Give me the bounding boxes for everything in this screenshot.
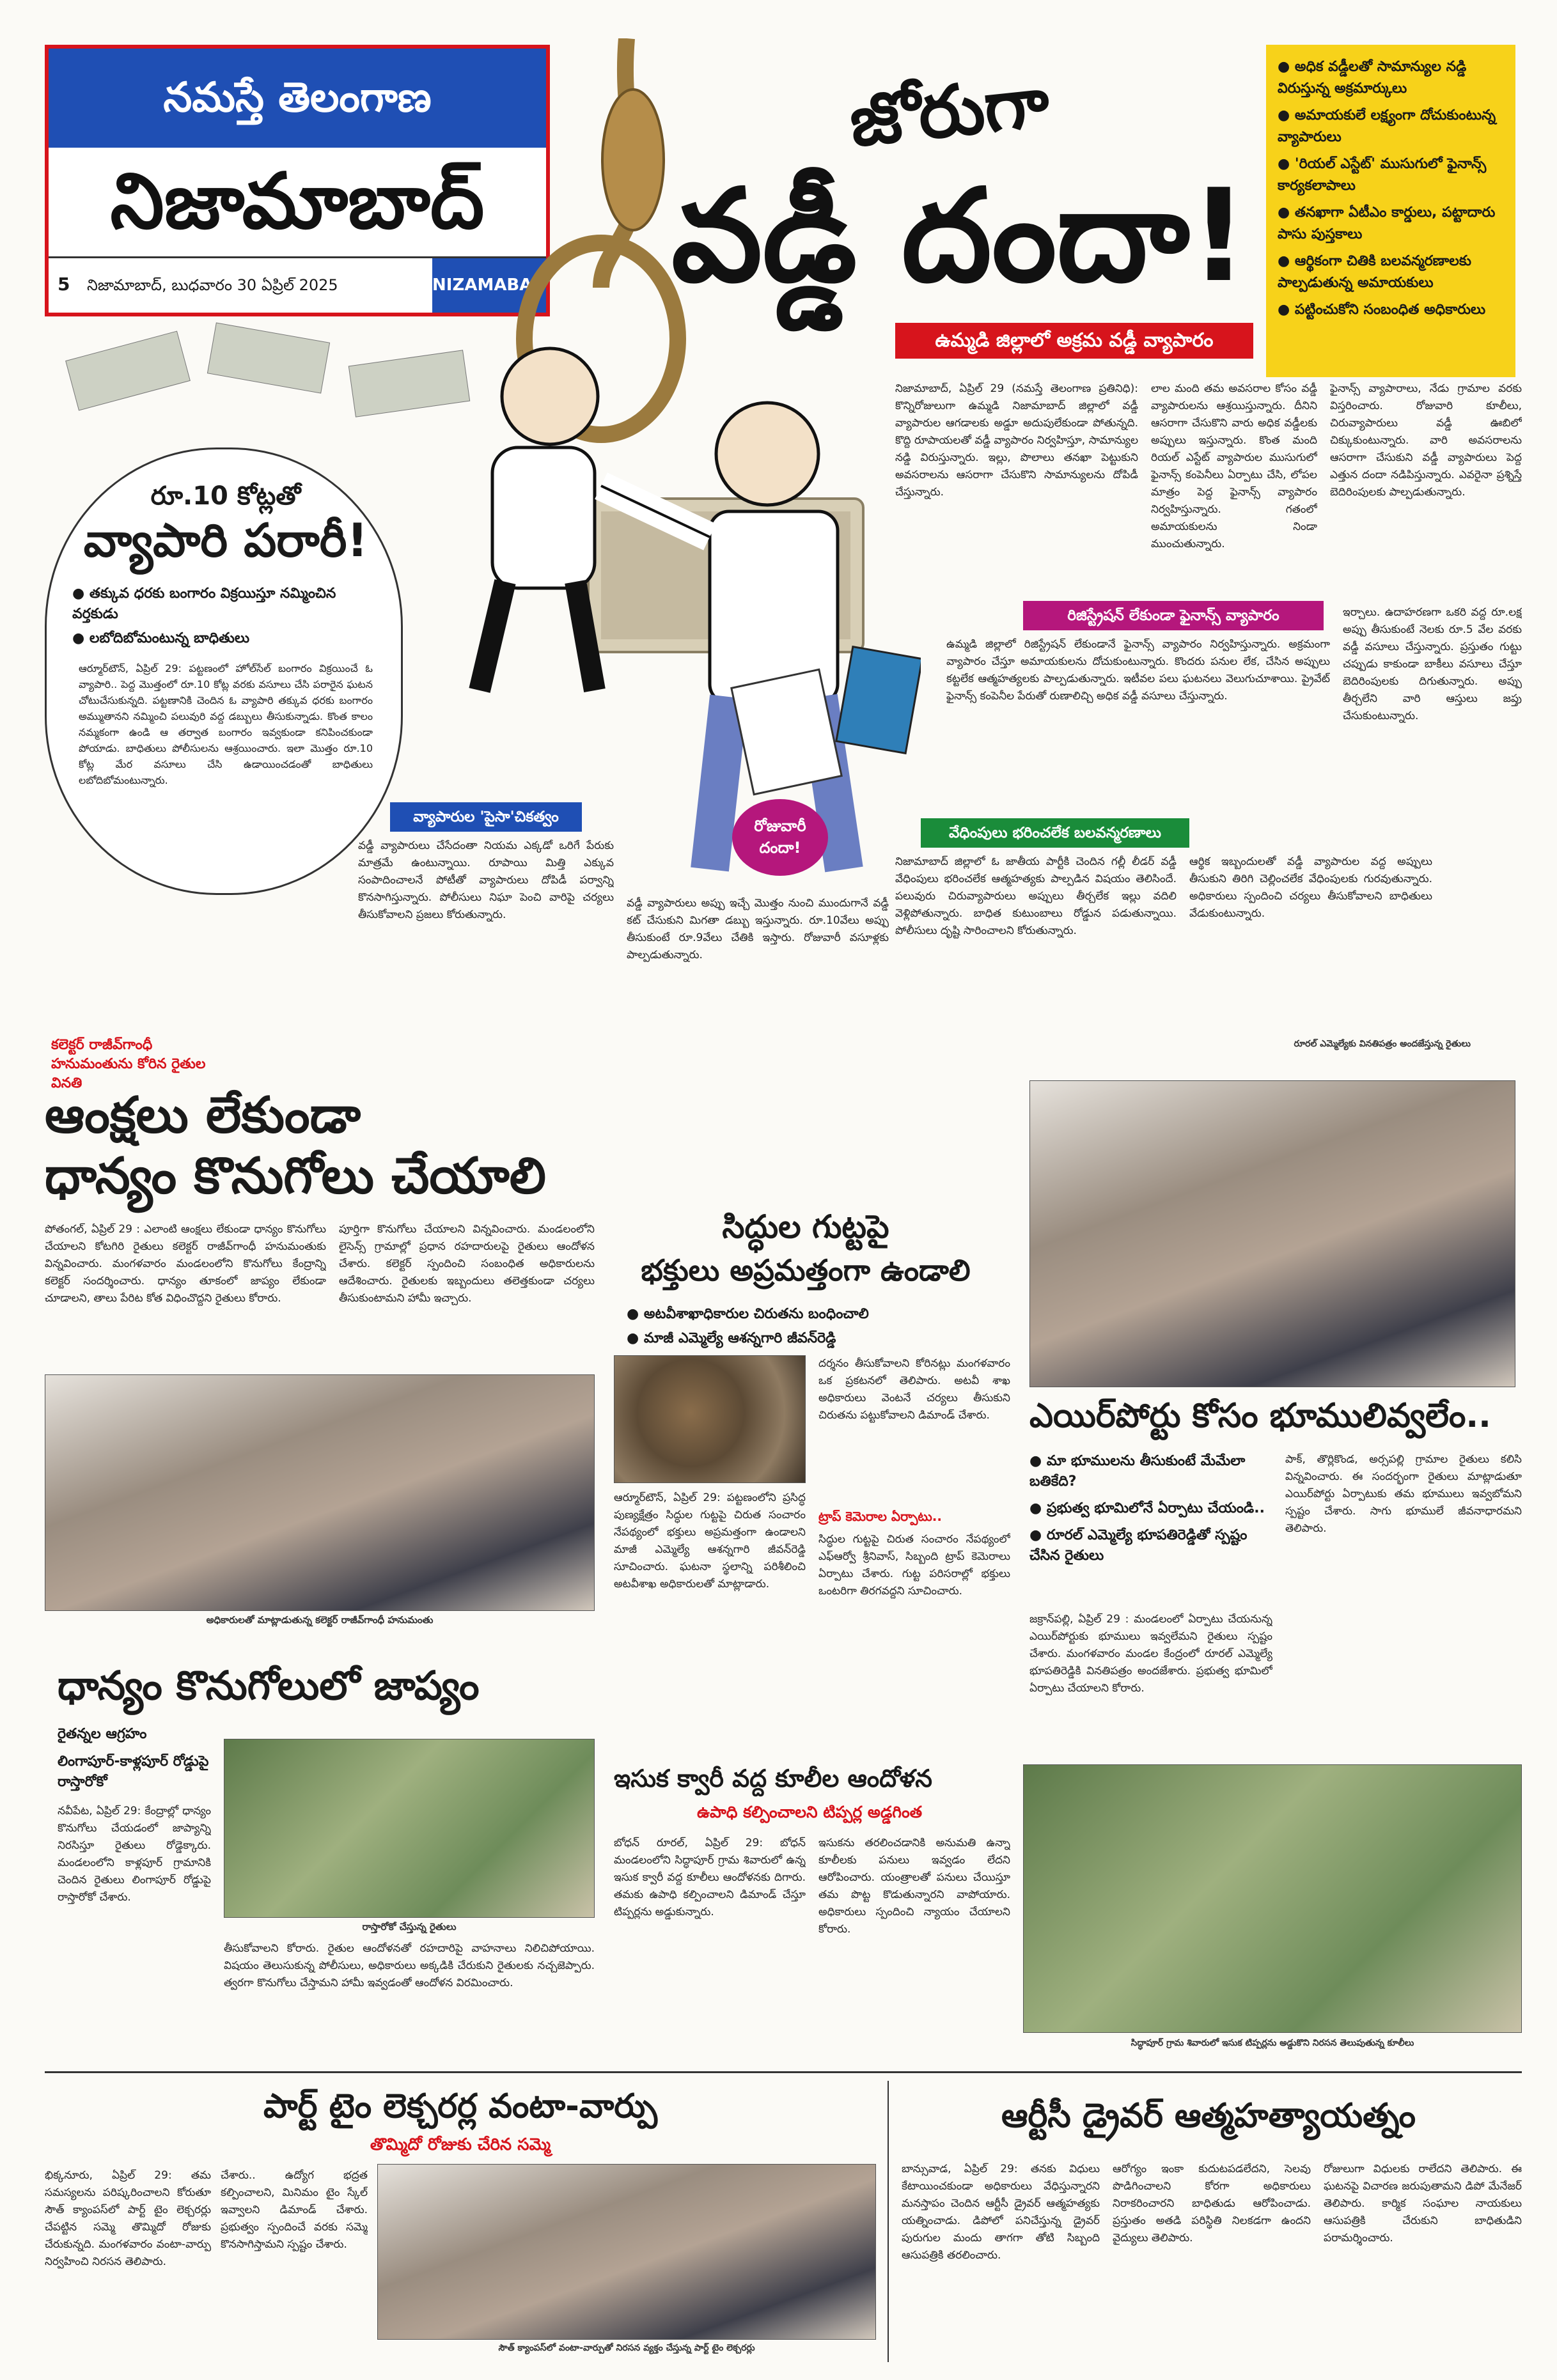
delay-col1: నవీపేట, ఏప్రిల్ 29: కేంద్రాల్లో ధాన్యం కొనుగోలు చేయడంలో జాప్యాన్ని నిరసిస్తూ రైతులు రోడ్డెక్కారు. మండలంలోని కాళ్లపూర్ గ్రామానికి చెందిన రైతులు లింగాపూర్ రోడ్డుపై రాస్తారోకో చేశారు. [58,1805,211,1904]
leopard-photo [614,1355,806,1483]
delay-sub1: రైతన్నల ఆగ్రహం [58,1726,147,1742]
sand-col2: ఇసుకను తరలించడానికి అనుమతి ఉన్నా కూలీలకు పనులు ఇవ్వడం లేదని ఆరోపించారు. యంత్రాలతో పనులు చేయిస్తూ తమ పొట్ట కొడుతున్నారని వాపోయారు. అధికారులు స్పందించి న్యాయం చేయాలని కోరారు. [818,1837,1010,1936]
siddula-col2b: సిద్ధుల గుట్టపై చిరుత సంచారం నేపథ్యంలో ఎఫ్‌ఆర్వో శ్రీనివాస్, సిబ్బంది ట్రాప్ కెమెరాలు ఏర్పాటు చేశారు. గుట్ట పరిసరాల్లో భక్తులు ఒంటరిగా తిరగవద్దని సూచించారు. [818,1533,1010,1598]
lecturers-headline: పార్ట్ టైం లెక్చరర్ల వంటా-వార్పు [263,2087,657,2126]
brand-name: నమస్తే తెలంగాణ [163,74,432,121]
page-number: 5 [58,274,70,295]
siddula-bullets [627,1304,998,1349]
delay-photo-caption: రాస్తారోకో చేస్తున్న రైతులు [362,1921,457,1933]
noose-cartoon-illustration [409,38,921,895]
section-title-registration: రిజిస్ట్రేషన్ లేకుండా ఫైనాన్స్ వ్యాపారం [1023,601,1324,630]
lead-col3: ఫైనాన్స్ వ్యాపారాలు, నేడు గ్రామాల వరకు విస్తరించారు. రోజువారి కూలీలు, చిరువ్యాపారులు వడ్డీ ఊబిలో చిక్కుకుంటున్నారు. వారి అవసరాలను ఆసరాగా చేసుకుని వడ్డీ వ్యాపారులు పెద్ద ఎత్తున దందా నడిపిస్తున్నారు. ఎవరైనా ప్రశ్నిస్తే బెదిరింపులకు పాల్పడుతున్నారు. [1330,382,1522,499]
lecturers-photo-caption: సౌత్ క్యాంపస్‌లో వంటా-వార్పుతో నిరసన వ్యక్తం చేస్తున్న పార్ట్ టైం లెక్చరర్లు [498,2343,755,2353]
highlight-item: ● అమాయకులే లక్ష్యంగా దోచుకుంటున్న వ్యాపారులు [1278,107,1496,145]
airport-photo-caption: రూరల్ ఎమ్మెల్యేకు వినతిపత్రం అందజేస్తున్న రైతులు [1294,1039,1471,1049]
lead-kicker: జోరుగా [845,60,1053,163]
delay-sub2: లింగాపూర్-కాళ్లపూర్ రోడ్డుపై రాస్తారోకో [58,1754,209,1790]
edition-name: నిజామాబాద్ [110,157,485,246]
airport-photo [1029,1080,1515,1387]
lead-headline: వడ్డీ దందా! [671,162,1248,311]
grain-kicker: కలెక్టర్ రాజీవ్‌గాంధీ హనుమంతును కోరిన రైతుల వినతి [51,1037,206,1091]
sand-col1: బోధన్ రూరల్, ఏప్రిల్ 29: బోధన్ మండలంలోని సిద్ధాపూర్ గ్రామ శివారులో ఉన్న ఇసుక క్వారీ వద్ద కూలీలు ఆందోళనకు దిగారు. తమకు ఉపాధి కల్పించాలని డిమాండ్ చేస్తూ టిప్పర్లను అడ్డుకున్నారు. [614,1837,806,1918]
section-right-registration: ఇర్చాలు. ఉదాహరణగా ఒకరి వద్ద రూ.లక్ష అప్పు తీసుకుంటే నెలకు రూ.5 వేల వరకు వడ్డీ వసూలు చేస్తున్నారు. ప్రస్తుతం గుట్టు చప్పుడు కాకుండా బాకీలు వసూలు చేస్తూ బెదిరింపులకు దిగుతున్నారు. అప్పు తీర్చలేని వారి ఆస్తులు జప్తు చేసుకుంటున్నారు. [1343,606,1522,722]
dateline: నిజామాబాద్, బుధవారం 30 ఏప్రిల్ 2025 [87,276,338,294]
highlight-item: ● తనఖాగా ఏటీఎం కార్డులు, పట్టాదారు పాసు పుస్తకాలు [1278,205,1496,242]
lead-col2: లాల మంది తమ అవసరాల కోసం వడ్డీ వ్యాపారులను ఆశ్రయిస్తున్నారు. దీనిని ఆసరాగా చేసుకొని వారు అధిక వడ్డీలకు అప్పులు ఇస్తున్నారు. కొంత మంది రియల్ ఎస్టేట్ వ్యాపారుల ముసుగులో ఫైనాన్స్ కంపెనీలు ఏర్పాటు చేసి, లోపల మాత్రం పెద్ద ఫైనాన్స్ వ్యాపారం నిర్వహిస్తున్నారు. గతంలో అమాయకులను నిండా ముంచుతున్నారు. [1151,382,1317,550]
sand-headline: ఇసుక క్వారీ వద్ద కూలీల ఆందోళన [614,1764,932,1793]
grain-photo-caption: అధికారులతో మాట్లాడుతున్న కలెక్టర్ రాజీవ్‌గాంధీ హనుమంతు [206,1614,434,1626]
delay-photo [224,1739,595,1918]
section-body-registration: ఉమ్మడి జిల్లాలో రిజిస్ట్రేషన్ లేకుండానే ఫైనాన్స్ వ్యాపారం నిర్వహిస్తున్నారు. అక్రమంగా వ్యాపారం చేస్తూ అమాయకులను దోచుకుంటున్నారు. కొందరు పనుల లేక, చేసిన అప్పులు కట్టలేక ఆత్మహత్యలకు పాల్పడుతున్నారు. ఇటీవల పలు ఘటనలు వెలుగుచూశాయి. ప్రైవేట్ ఫైనాన్స్ కంపెనీల పేరుతో రుణాలిచ్చి అధిక వడ్డీ వసూలు చేస్తున్నారు. [946,638,1330,703]
grain-headline-1: ఆంక్షలు లేకుండా [45,1087,361,1144]
airport-col1: పాక్, తొర్లికొండ, అర్సపల్లి గ్రామాల రైతులు కలిసి విన్నవించారు. ఈ సందర్భంగా రైతులు మాట్లాడుతూ ఎయిర్‌పోర్టు ఏర్పాటుకు తమ భూములు ఇవ్వబోమని స్పష్టం చేశారు. సాగు భూములే జీవనాధారమని తెలిపారు. [1285,1453,1522,1535]
section-body-vyaparula: వడ్డీ వ్యాపారులు చేసేదంతా నియమ ఎక్కడో ఒరిగే పేరుకు మాత్రమే ఉంటున్నాయి. రూపాయి మిత్తి ఎక్కువ సంపాదించాలనే పోటీతో వ్యాపారులు దోపిడీ పర్వాన్ని కొనసాగిస్తున్నారు. పోలీసులు నిఘా పెంచి వారిపై చర్యలు తీసుకోవాలని ప్రజలు కోరుతున్నారు. [358,839,614,921]
sand-photo-caption: సిద్ధాపూర్ గ్రామ శివారులో ఇసుక టిప్పర్లను అడ్డుకొని నిరసన తెలుపుతున్న కూలీలు [1131,2038,1414,2048]
box-bullet: ● లబోదిబోమంటున్న బాధితులు [72,630,250,646]
grain-photo [45,1374,595,1611]
box-headline: వ్యాపారి పరారీ! [83,513,368,567]
rtc-headline: ఆర్టీసీ డ్రైవర్ ఆత్మహత్యాయత్నం [1001,2097,1416,2135]
airport-headline: ఎయిర్‌పోర్టు కోసం భూములివ్వలేం.. [1029,1397,1491,1435]
siddula-bullet: ● అటవీశాఖాధికారుల చిరుతను బంధించాలి [627,1306,869,1322]
section-title-deaths: వేధింపులు భరించలేక బలవన్మరణాలు [921,818,1189,848]
rtc-col2: ఆరోగ్యం ఇంకా కుదుటపడలేదని, సెలవు పొడిగించాలని కోరగా అధికారులు నిరాకరించారని బాధితుడు ఆరోపించాడు. ప్రస్తుతం అతడి పరిస్థితి నిలకడగా ఉందని వైద్యులు తెలిపారు. [1113,2163,1311,2244]
section-body-deaths: నిజామాబాద్ జిల్లాలో ఓ జాతీయ పార్టీకి చెందిన గల్లీ లీడర్ వడ్డీ వేధింపులు భరించలేక ఆత్మహత్యకు పాల్పడిన విషయం తెలిసిందే. పలువురు చిరువ్యాపారులు అప్పులు తీర్చలేక ఇల్లు వదిలి వెళ్లిపోతున్నారు. బాధిత కుటుంబాలు రోడ్డున పడుతున్నాయి. పోలీసులు దృష్టి సారించాలని కోరుతున్నారు. [895,855,1177,937]
lecturers-photo [377,2164,876,2340]
column-divider [888,2081,889,2362]
siddula-headline-1: సిద్ధుల గుట్టపై [722,1208,889,1245]
lecturers-col2: చేశారు.. ఉద్యోగ భద్రత కల్పించాలని, మినిమం టైం స్కేల్ ఇవ్వాలని డిమాండ్ చేశారు. ప్రభుత్వం స్పందించే వరకు సమ్మె కొనసాగిస్తామని స్పష్టం చేశారు. [221,2169,368,2251]
airport-bullet: ● రూరల్ ఎమ్మెల్యే భూపతిరెడ్డితో స్పష్టం చేసిన రైతులు [1029,1527,1248,1564]
lecturers-subhead: తొమ్మిదో రోజుకు చేరిన సమ్మె [370,2135,551,2154]
siddula-headline-2: భక్తులు అప్రమత్తంగా ఉండాలి [641,1253,971,1287]
sand-photo [1023,1764,1522,2033]
siddula-col2: దర్శనం తీసుకోవాలని కోరినట్లు మంగళవారం ఒక ప్రకటనలో తెలిపారు. అటవీ శాఖ అధికారులు వెంటనే చర్యలు తీసుకుని చిరుతను పట్టుకోవాలని డిమాండ్ చేశారు. [818,1357,1010,1422]
siddula-col1: ఆర్మూర్‌టౌన్, ఏప్రిల్ 29: పట్టణంలోని ప్రసిద్ధ పుణ్యక్షేత్రం సిద్ధుల గుట్టపై చిరుత సంచారం నేపథ్యంలో భక్తులు అప్రమత్తంగా ఉండాలని మాజీ ఎమ్మెల్యే ఆశన్నగారి జీవన్‌రెడ్డి సూచించారు. ఘటనా స్థలాన్ని పరిశీలించి అటవీశాఖ అధికారులతో మాట్లాడారు. [614,1491,806,1591]
lecturers-col1: భిక్కనూరు, ఏప్రిల్ 29: తమ సమస్యలను పరిష్కరించాలని కోరుతూ సౌత్ క్యాంపస్‌లో పార్ట్ టైం లెక్చరర్లు చేపట్టిన సమ్మె తొమ్మిదో రోజుకు చేరుకున్నది. మంగళవారం వంటా-వార్పు నిర్వహించి నిరసన తెలిపారు. [45,2169,211,2268]
delay-col2: తీసుకోవాలని కోరారు. రైతుల ఆందోళనతో రహదారిపై వాహనాలు నిలిచిపోయాయి. విషయం తెలుసుకున్న పోలీసులు, అధికారులు అక్కడికి చేరుకుని రైతులకు నచ్చజెప్పారు. త్వరగా కొనుగోలు చేస్తామని హామీ ఇవ్వడంతో ఆందోళన విరమించారు. [224,1942,595,1989]
box-kicker: రూ.10 కోట్లతో [150,481,301,511]
lead-intro: నిజామాబాద్, ఏప్రిల్ 29 (నమస్తే తెలంగాణ ప్రతినిధి): కొన్నిరోజులుగా ఉమ్మడి నిజామాబాద్ జిల్లాలో వడ్డీ వ్యాపారుల ఆగడాలకు అడ్డూ అదుపులేకుండా పోతున్నది. కొద్ది రూపాయలతో వడ్డీ వ్యాపారం నిర్వహిస్తూ, సామాన్యుల నడ్డి విరుస్తున్నారు. ఇల్లు, పొలాలు తనఖా పెట్టుకుని అవసరాలను ఆసరాగా చేసుకొని సామాన్యులను దోపిడీ చేస్తున్నారు. [895,382,1138,499]
grain-col1: పోతంగల్, ఏప్రిల్ 29 : ఎలాంటి ఆంక్షలు లేకుండా ధాన్యం కొనుగోలు చేయాలని కోటగిరి రైతులు కలెక్టర్ రాజీవ్‌గాంధీ హనుమంతుకు విన్నవించారు. మంగళవారం మండలంలోని కొనుగోలు కేంద్రాన్ని కలెక్టర్ సందర్శించారు. ధాన్యం తూకంలో జాప్యం లేకుండా చూడాలని, తాలు పేరిట కోత విధించొద్దని రైతులు కోరారు. [45,1223,326,1305]
rtc-col1: బాన్సువాడ, ఏప్రిల్ 29: తనకు విధులు కేటాయించకుండా అధికారులు వేధిస్తున్నారని మనస్తాపం చెందిన ఆర్టీసీ డ్రైవర్ ఆత్మహత్యకు యత్నించాడు. డిపోలో పనిచేస్తున్న డ్రైవర్ పురుగుల మందు తాగగా తోటి సిబ్బంది ఆసుపత్రికి తరలించారు. [902,2163,1100,2262]
section-right-deaths: ఆర్థిక ఇబ్బందులతో వడ్డీ వ్యాపారుల వద్ద అప్పులు తీసుకుని తిరిగి చెల్లించలేక వేధింపులకు గురవుతున్నారు. అధికారులు స్పందించి చర్యలు తీసుకోవాలని బాధితులు వేడుకుంటున్నారు. [1189,855,1432,920]
highlight-item: ● అధిక వడ్డీలతో సామాన్యుల నడ్డి విరుస్తున్న అక్రమార్కులు [1278,59,1467,97]
airport-bullet: ● ప్రభుత్వ భూమిలోనే ఏర్పాటు చేయండి.. [1029,1500,1265,1516]
highlight-item: ● 'రియల్ ఎస్టేట్' ముసుగులో ఫైనాన్స్ కార్యకలాపాలు [1278,156,1487,194]
section-title-vyaparula: వ్యాపారుల 'పైసా'చికత్వం [390,802,582,832]
box-bullet: ● తక్కువ ధరకు బంగారం విక్రయిస్తూ నమ్మించిన వర్తకుడు [72,586,336,622]
siddula-subhead: ట్రాప్ కెమెరాల ఏర్పాటు.. [818,1509,942,1524]
sand-subhead: ఉపాధి కల్పించాలని టిప్పర్ల అడ్డగింత [697,1803,923,1821]
grain-headline-2: ధాన్యం కొనుగోలు చేయాలి [45,1147,546,1205]
airport-bullet: ● మా భూములను తీసుకుంటే మేమేలా బతికేది? [1029,1453,1246,1489]
rtc-col3: రోజులుగా విధులకు రాలేదని తెలిపారు. ఈ ఘటనపై విచారణ జరుపుతామని డిపో మేనేజర్ తెలిపారు. కార్మిక సంఘాల నాయకులు ఆసుపత్రికి చేరుకుని బాధితుడిని పరామర్శించారు. [1324,2163,1522,2244]
box-body: ఆర్మూర్‌టౌన్, ఏప్రిల్ 29: పట్టణంలో హోల్‌సేల్ బంగారం విక్రయించే ఓ వ్యాపారి.. పెద్ద మొత్తంలో రూ.10 కోట్ల వరకు వసూలు చేసి పరారైన ఘటన చోటుచేసుకున్నది. పట్టణానికి చెందిన ఓ వ్యాపారి తక్కువ ధరకు బంగారం అమ్ముతానని నమ్మించి పలువురి వద్ద డబ్బులు తీసుకున్నాడు. కొంత కాలం నమ్మకంగా ఉండి ఆ తర్వాత బంగారం ఇవ్వకుండా కనిపించకుండా పోయాడు. బాధితులు పోలీసులను ఆశ్రయించారు. ఇలా మొత్తం రూ.10 కోట్ల మేర వసూలు చేసి ఉడాయించడంతో బాధితులు లబోదిబోమంటున్నారు. [79,662,373,786]
businessman-absconds-box [45,447,403,895]
grain-col2: పూర్తిగా కొనుగోలు చేయాలని విన్నవించారు. మండలంలోని లైసెన్స్ గ్రామాల్లో ప్రధాన రహదారులపై రైతులు ఆందోళన చేశారు. కలెక్టర్ స్పందించి సంబంధిత అధికారులను ఆదేశించారు. రైతులకు ఇబ్బందులు తలెత్తకుండా చర్యలు తీసుకుంటామని హామీ ఇచ్చారు. [339,1223,595,1305]
section-right-vyaparula: వడ్డీ వ్యాపారులు అప్పు ఇచ్చే మొత్తం నుంచి ముందుగానే వడ్డీ కట్ చేసుకుని మిగతా డబ్బు ఇస్తున్నారు. రూ.10వేలు అప్పు తీసుకుంటే రూ.9వేలు చేతికి ఇస్తారు. రోజువారీ వసూళ్లకు పాల్పడుతున్నారు. [627,897,889,961]
highlight-item: ● పట్టించుకోని సంబంధిత అధికారులు [1278,302,1486,318]
edition-tag: NIZAMABAD [432,258,546,313]
section-divider [45,2071,1522,2073]
delay-headline: ధాన్యం కొనుగోలులో జాప్యం [58,1662,480,1709]
highlight-item: ● ఆర్థికంగా చితికి బలవన్మరణాలకు పాల్పడుతున్న అమాయకులు [1278,253,1471,291]
box-bullets [72,584,379,649]
airport-bullets [1029,1451,1272,1566]
lead-subhead: ఉమ్మడి జిల్లాలో అక్రమ వడ్డీ వ్యాపారం [895,323,1253,359]
airport-col2: జక్రాన్‌పల్లి, ఏప్రిల్ 29 : మండలంలో ఏర్పాటు చేయనున్న ఎయిర్‌పోర్టుకు భూములు ఇవ్వలేమని రైతులు స్పష్టం చేశారు. మంగళవారం మండల కేంద్రంలో రూరల్ ఎమ్మెల్యే భూపతిరెడ్డికి వినతిపత్రం అందజేశారు. ప్రభుత్వ భూమిలో ఏర్పాటు చేయాలని కోరారు. [1029,1613,1272,1695]
lead-highlights [1266,45,1515,377]
money-notes-decoration [64,320,524,447]
siddula-bullet: ● మాజీ ఎమ్మెల్యే ఆశన్నగారి జీవన్‌రెడ్డి [627,1330,836,1346]
bubble-daily: రోజువారీ దందా! [732,799,828,876]
